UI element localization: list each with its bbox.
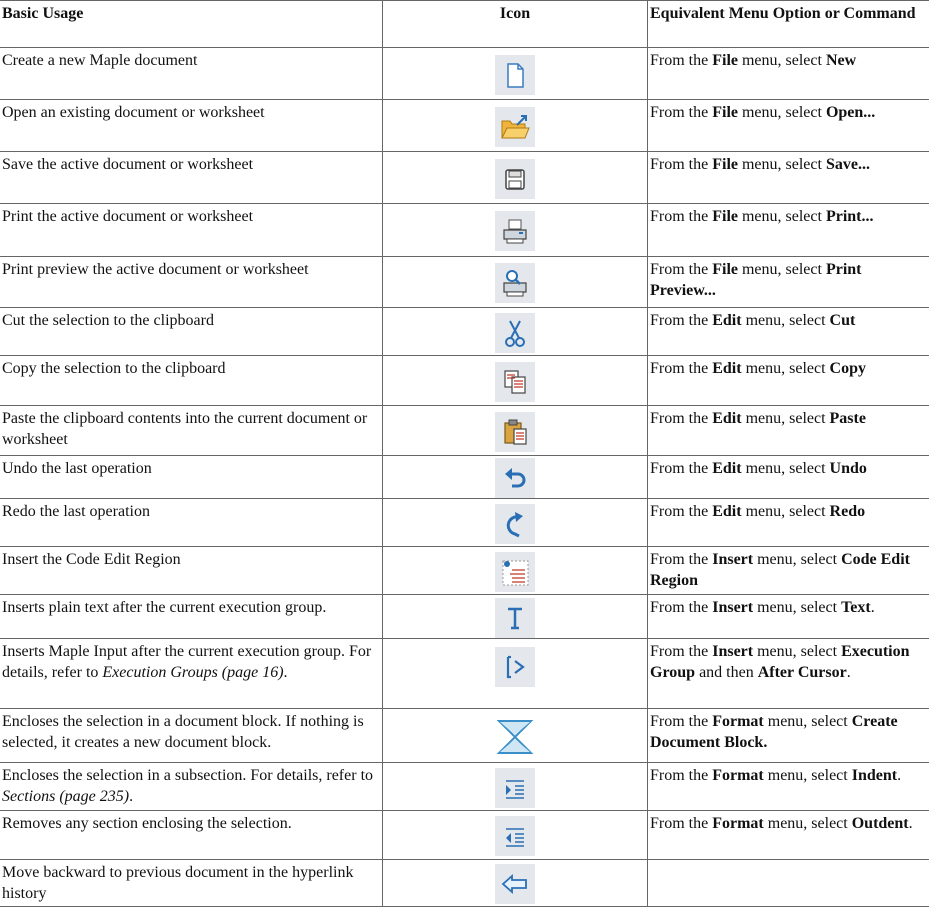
maple-input-prompt-icon[interactable]	[495, 647, 535, 687]
usage-cell: Print preview the active document or worksheet	[0, 257, 383, 308]
outdent-icon[interactable]	[495, 816, 535, 856]
menu-cell: From the File menu, select New	[648, 48, 929, 100]
indent-icon[interactable]	[495, 768, 535, 808]
table-row	[0, 595, 929, 639]
menu-cell	[648, 860, 929, 907]
new-document-icon[interactable]	[495, 55, 535, 95]
usage-cell: Undo the last operation	[0, 456, 383, 499]
text-t-icon[interactable]	[495, 598, 535, 638]
open-folder-icon[interactable]	[495, 107, 535, 147]
menu-cell: From the Format menu, select Outdent.	[648, 811, 929, 860]
table-row	[0, 763, 929, 811]
usage-cell: Copy the selection to the clipboard	[0, 356, 383, 406]
usage-cell: Cut the selection to the clipboard	[0, 308, 383, 356]
usage-cell: Inserts plain text after the current execution group.	[0, 595, 383, 639]
table-row	[0, 356, 929, 406]
table-row	[0, 48, 929, 100]
menu-cell: From the Edit menu, select Paste	[648, 406, 929, 456]
usage-cell: Encloses the selection in a subsection. For details, refer to Sections (page 235).	[0, 763, 383, 811]
table-row	[0, 547, 929, 595]
menu-cell: From the Format menu, select Indent.	[648, 763, 929, 811]
back-arrow-icon[interactable]	[495, 864, 535, 904]
usage-cell: Open an existing document or worksheet	[0, 100, 383, 152]
menu-cell: From the Edit menu, select Redo	[648, 499, 929, 547]
table-row	[0, 499, 929, 547]
usage-cell: Insert the Code Edit Region	[0, 547, 383, 595]
usage-cell: Removes any section enclosing the selection.	[0, 811, 383, 860]
printer-icon[interactable]	[495, 211, 535, 251]
usage-cell: Redo the last operation	[0, 499, 383, 547]
usage-cell: Encloses the selection in a document block. If nothing is selected, it creates a new document block.	[0, 709, 383, 763]
table-row	[0, 406, 929, 456]
menu-cell: From the Format menu, select Create Document Block.	[648, 709, 929, 763]
scissors-icon[interactable]	[495, 313, 535, 353]
table-row	[0, 152, 929, 204]
document-block-icon[interactable]	[495, 717, 535, 757]
usage-cell: Print the active document or worksheet	[0, 204, 383, 257]
menu-cell: From the Insert menu, select Code Edit Region	[648, 547, 929, 595]
table-row	[0, 456, 929, 499]
table-row	[0, 100, 929, 152]
copy-icon[interactable]	[495, 362, 535, 402]
menu-cell: From the Edit menu, select Undo	[648, 456, 929, 499]
header-basic-usage: Basic Usage	[0, 1, 383, 48]
usage-cell: Paste the clipboard contents into the current document or worksheet	[0, 406, 383, 456]
print-preview-icon[interactable]	[495, 263, 535, 303]
table-row	[0, 257, 929, 308]
table-row	[0, 308, 929, 356]
header-equivalent-menu: Equivalent Menu Option or Command	[648, 1, 929, 48]
undo-arrow-icon[interactable]	[495, 458, 535, 498]
header-icon: Icon	[383, 1, 648, 48]
table-row	[0, 811, 929, 860]
table-row	[0, 860, 929, 907]
menu-cell: From the Edit menu, select Cut	[648, 308, 929, 356]
menu-cell: From the Insert menu, select Text.	[648, 595, 929, 639]
code-edit-region-icon[interactable]	[495, 552, 535, 592]
usage-cell: Move backward to previous document in the hyperlink history	[0, 860, 383, 907]
redo-arrow-icon[interactable]	[495, 504, 535, 544]
table-row	[0, 639, 929, 709]
paste-icon[interactable]	[495, 412, 535, 452]
usage-cell: Create a new Maple document	[0, 48, 383, 100]
menu-cell: From the File menu, select Print Preview...	[648, 257, 929, 308]
menu-cell: From the File menu, select Print...	[648, 204, 929, 257]
table-header-row	[0, 1, 929, 48]
menu-cell: From the File menu, select Save...	[648, 152, 929, 204]
table-row	[0, 709, 929, 763]
usage-cell: Save the active document or worksheet	[0, 152, 383, 204]
menu-cell: From the Insert menu, select Execution Group and then After Cursor.	[648, 639, 929, 709]
save-disk-icon[interactable]	[495, 159, 535, 199]
menu-cell: From the File menu, select Open...	[648, 100, 929, 152]
usage-cell: Inserts Maple Input after the current execution group. For details, refer to Execution Groups (page 16).	[0, 639, 383, 709]
table-row	[0, 204, 929, 257]
menu-cell: From the Edit menu, select Copy	[648, 356, 929, 406]
